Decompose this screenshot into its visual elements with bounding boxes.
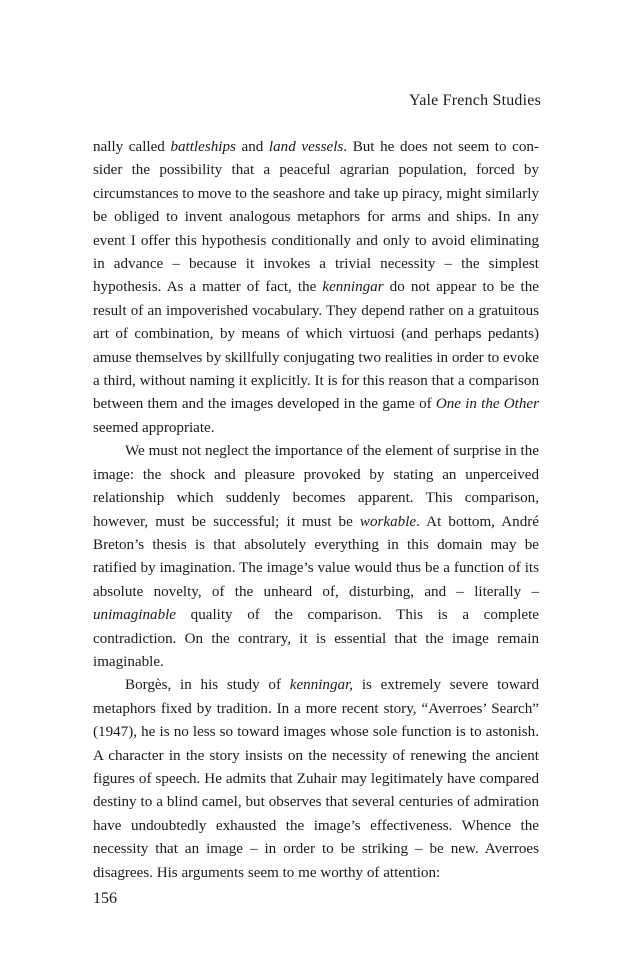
italic-title: One in the Other [435,396,539,413]
italic-term: battleships [170,139,236,155]
paragraph-3 [93,674,539,885]
text-segment: Borgès, in his study of [125,677,290,694]
text-segment: nally called [93,139,171,155]
paragraph-1 [93,136,539,440]
text-segment: seemed appropriate. [93,419,215,436]
italic-term: kenningar, [289,677,354,694]
text-segment: quality of the comparison. This is a complete contradiction. On the contrary, it is essential that the image remain imaginable. [93,607,539,670]
italic-term: kenningar [322,279,384,296]
text-segment: is extremely severe toward metaphors fixed by tradition. In a more recent story, “Averroes’ Search” (1947), he is no less so toward images whose sole function is to astonish. A character in the story insists on the necessity of renewing the ancient figures of speech. He admits that Zuhair may legitimately have compared destiny to a blind camel, but observes that several centuries of admiration have undoubtedly exhausted the image’s effectiveness. Whence the necessity that an image – in order to be striking – be new. Averroes disagrees. His arguments seem to me worthy of attention: [93,677,540,881]
italic-term: unimaginable [93,607,177,624]
body-text [93,136,539,885]
text-segment: and [235,139,269,155]
running-head-title: Yale French Studies [409,92,541,109]
text-segment: . At bottom, André Breton’s thesis is that absolutely everything in this domain may be ratified by imagination. The image’s value would thus be a function of its absolute novelty, of the unheard of, disturbing, and – literally – [93,513,539,600]
italic-term: workable [359,513,417,530]
italic-term: land vessels [268,139,344,155]
text-segment: . But he does not seem to consider the possibility that a peaceful agrarian population, forced by circumstances to move to the seashore and take up piracy, might similarly be obliged to invent analogous metaphors for arms and ships. In any event I offer this hypothesis conditionally and only to avoid eliminating in advance – because it invokes a trivial necessity – the simplest hypothesis. As a matter of fact, the [93,139,539,296]
page-number: 156 [93,890,117,907]
paragraph-2 [93,440,539,674]
text-segment: do not appear to be the result of an impoverished vocabulary. They depend rather on a gratuitous art of combination, by means of which virtuosi (and perhaps pedants) amuse themselves by skillfully conjugating two realities in order to evoke a third, without naming it explicitly. It is for this reason that a comparison between them and the images developed in the game of [93,279,540,413]
text-segment: We must not neglect the importance of the element of surprise in the image: the shock and pleasure provoked by stating an unperceived relationship which suddenly becomes apparent. This comparison, however, must be successful; it must be [93,443,539,530]
